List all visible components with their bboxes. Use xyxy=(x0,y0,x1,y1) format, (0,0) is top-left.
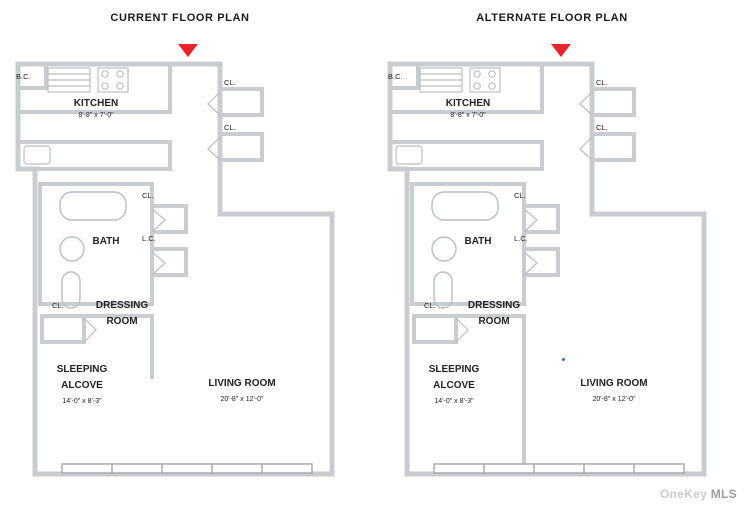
label-living-room: LIVING ROOM xyxy=(208,378,276,389)
label-living-room: LIVING ROOM xyxy=(580,378,648,389)
label-dressing-room-line1: DRESSING xyxy=(95,300,149,311)
label-living-room-dims: 20'-8" x 12'-0" xyxy=(592,396,636,403)
label-living-room-dims: 20'-8" x 12'-0" xyxy=(220,396,264,403)
label-sleeping-alcove-line1: SLEEPING xyxy=(428,364,480,375)
label-sleeping-alcove-dims: 14'-0" x 8'-3" xyxy=(62,398,102,405)
label-kitchen: KITCHEN xyxy=(445,98,491,109)
label-cl-3: CL. xyxy=(142,191,154,200)
label-kitchen-dims: 8'-8" x 7'-0" xyxy=(78,112,114,119)
label-bath: BATH xyxy=(464,236,492,247)
label-sleeping-alcove-line1: SLEEPING xyxy=(56,364,108,375)
label-kitchen: KITCHEN xyxy=(73,98,119,109)
label-kitchen-dims: 8'-8" x 7'-0" xyxy=(450,112,486,119)
label-dressing-room-line2: ROOM xyxy=(478,316,510,327)
watermark-prefix: OneKey xyxy=(659,487,708,501)
label-cl-3: CL. xyxy=(514,191,526,200)
label-sleeping-alcove-line2: ALCOVE xyxy=(61,380,103,391)
label-cl-4: CL. xyxy=(424,301,436,310)
current-floor-plan xyxy=(2,34,362,504)
label-sleeping-alcove-line2: ALCOVE xyxy=(433,380,475,391)
label-cl-2: CL. xyxy=(596,123,608,132)
label-cl-4: CL. xyxy=(52,301,64,310)
current-plan-title: CURRENT FLOOR PLAN xyxy=(110,12,250,24)
label-lc: L.C. xyxy=(514,234,528,243)
blue-dot-marker xyxy=(562,358,565,361)
label-dressing-room-line2: ROOM xyxy=(106,316,138,327)
alternate-floor-plan xyxy=(374,34,734,504)
label-dressing-room-line1: DRESSING xyxy=(467,300,521,311)
label-lc: L.C. xyxy=(142,234,156,243)
label-bc: B.C. xyxy=(388,72,403,81)
label-cl-1: CL. xyxy=(224,78,236,87)
label-bath: BATH xyxy=(92,236,120,247)
label-cl-1: CL. xyxy=(596,78,608,87)
entrance-marker-icon-alternate xyxy=(551,44,571,57)
alternate-plan-title: ALTERNATE FLOOR PLAN xyxy=(476,12,628,24)
watermark-suffix: MLS xyxy=(707,487,737,501)
label-cl-2: CL. xyxy=(224,123,236,132)
label-bc: B.C. xyxy=(16,72,31,81)
label-sleeping-alcove-dims: 14'-0" x 8'-3" xyxy=(434,398,474,405)
entrance-marker-icon-current xyxy=(178,44,198,57)
watermark xyxy=(660,487,737,501)
